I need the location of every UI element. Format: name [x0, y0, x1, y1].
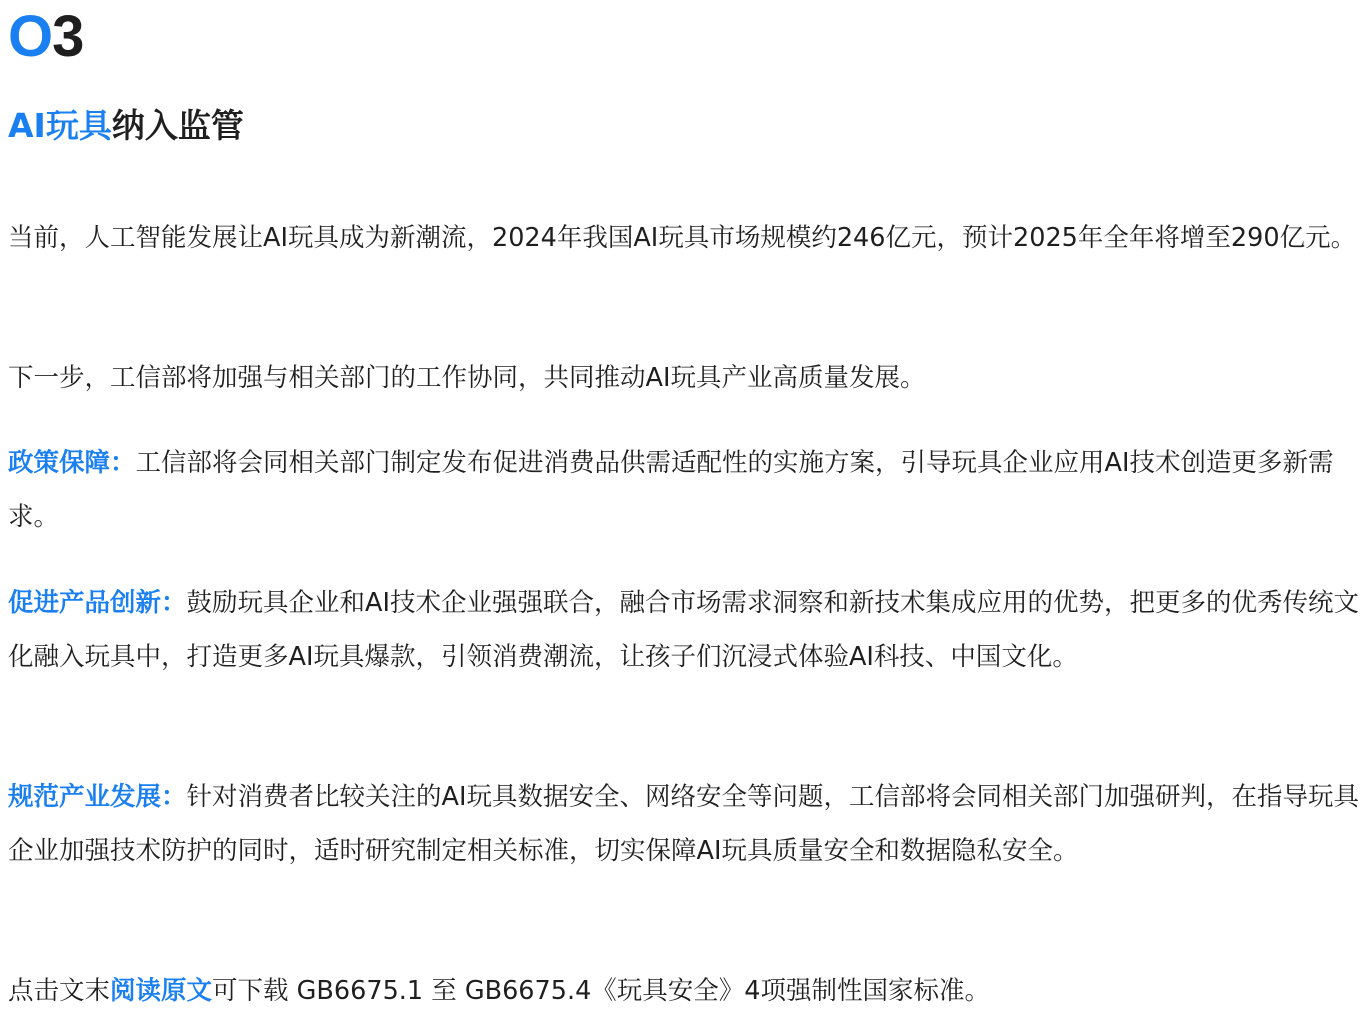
innovation-label: 促进产品创新：: [8, 588, 187, 618]
regulation-label: 规范产业发展：: [8, 782, 187, 812]
policy-label: 政策保障：: [8, 448, 136, 478]
section-number-accent: O: [8, 4, 53, 69]
section-title-rest: 纳入监管: [111, 106, 244, 145]
section-number: [8, 2, 83, 72]
read-original-link[interactable]: 阅读原文: [110, 976, 213, 1006]
policy-text: 工信部将会同相关部门制定发布促进消费品供需适配性的实施方案，引导玩具企业应用AI技术创造更多新需求。: [8, 448, 1334, 532]
innovation-paragraph: [8, 576, 1364, 684]
section-title: [8, 102, 244, 150]
policy-paragraph: [8, 436, 1364, 544]
innovation-text: 鼓励玩具企业和AI技术企业强强联合，融合市场需求洞察和新技术集成应用的优势，把更多的优秀传统文化融入玩具中，打造更多AI玩具爆款，引领消费潮流，让孩子们沉浸式体验AI科技、中国文化。: [8, 588, 1359, 672]
market-paragraph: 当前，人工智能发展让AI玩具成为新潮流，2024年我国AI玩具市场规模约246亿元，预计2025年全年将增至290亿元。: [8, 223, 1357, 253]
section-number-rest: 3: [52, 4, 84, 69]
download-text-after: 可下载 GB6675.1 至 GB6675.4《玩具安全》4项强制性国家标准。: [212, 976, 991, 1006]
regulation-text: 针对消费者比较关注的AI玩具数据安全、网络安全等问题，工信部将会同相关部门加强研判，在指导玩具企业加强技术防护的同时，适时研究制定相关标准，切实保障AI玩具质量安全和数据隐私安全。: [8, 782, 1359, 866]
next-step-paragraph: 下一步，工信部将加强与相关部门的工作协同，共同推动AI玩具产业高质量发展。: [8, 363, 926, 393]
download-paragraph: [8, 964, 1364, 1018]
section-title-accent: AI玩具: [8, 106, 112, 145]
download-text-before: 点击文末: [8, 976, 111, 1006]
regulation-paragraph: [8, 770, 1364, 878]
